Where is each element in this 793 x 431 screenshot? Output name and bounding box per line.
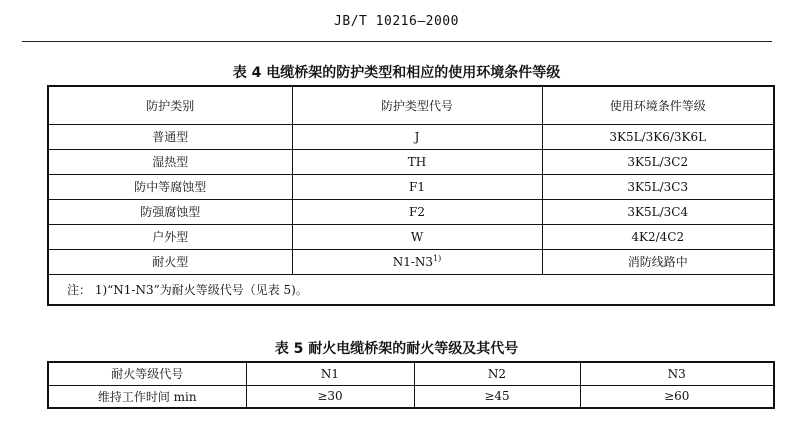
code-text: J (414, 129, 420, 144)
table-row (48, 385, 774, 408)
cell-code (292, 199, 542, 224)
table-row (48, 149, 774, 174)
table4-caption: 表 4 电缆桥架的防护类型和相应的使用环境条件等级 (232, 65, 561, 81)
note-row (48, 274, 774, 305)
code-text: F2 (409, 204, 425, 219)
cell-category: 耐火型 (48, 249, 292, 274)
protection-type-table (47, 85, 775, 306)
header-fire-grade-code: 耐火等级代号 (48, 362, 246, 385)
cell-env: 4K2/4C2 (542, 224, 774, 249)
cell-env: 3K5L/3C4 (542, 199, 774, 224)
table-header-row (48, 86, 774, 124)
cell-env: 消防线路中 (542, 249, 774, 274)
header-n3: N3 (580, 362, 774, 385)
table-row (48, 249, 774, 274)
code-text: W (410, 229, 424, 244)
cell-env: 3K5L/3C2 (542, 149, 774, 174)
cell-n2-duration: ≥45 (414, 385, 580, 408)
header-n1: N1 (246, 362, 414, 385)
table-row (48, 124, 774, 149)
code-text: N1-N3 (392, 255, 434, 269)
cell-code (292, 174, 542, 199)
table-row (48, 224, 774, 249)
cell-category: 湿热型 (48, 149, 292, 174)
cell-code (292, 224, 542, 249)
table5-caption: 表 5 耐火电缆桥架的耐火等级及其代号 (274, 341, 519, 357)
cell-env: 3K5L/3K6/3K6L (542, 124, 774, 149)
code-text: F1 (409, 179, 425, 194)
table-row (48, 174, 774, 199)
cell-category: 普通型 (48, 124, 292, 149)
footnote-mark: 1) (433, 254, 442, 263)
cell-code (292, 149, 542, 174)
header-protection-category: 防护类别 (48, 86, 292, 124)
header-env-condition: 使用环境条件等级 (542, 86, 774, 124)
cell-n1-duration: ≥30 (246, 385, 414, 408)
header-divider (22, 41, 772, 42)
cell-category: 户外型 (48, 224, 292, 249)
code-text: TH (407, 154, 427, 169)
fire-resistance-table (47, 361, 775, 409)
cell-code (292, 249, 542, 274)
header-n2: N2 (414, 362, 580, 385)
cell-n3-duration: ≥60 (580, 385, 774, 408)
header-protection-code: 防护类型代号 (292, 86, 542, 124)
cell-env: 3K5L/3C3 (542, 174, 774, 199)
table-header-row (48, 362, 774, 385)
cell-category: 防强腐蚀型 (48, 199, 292, 224)
cell-code (292, 124, 542, 149)
table-note: 注： 1)“N1-N3”为耐火等级代号（见表 5)。 (48, 274, 774, 305)
cell-category: 防中等腐蚀型 (48, 174, 292, 199)
table-row (48, 199, 774, 224)
standard-code-header: JB/T 10216—2000 (334, 14, 459, 29)
cell-duration-label: 维持工作时间 min (48, 385, 246, 408)
